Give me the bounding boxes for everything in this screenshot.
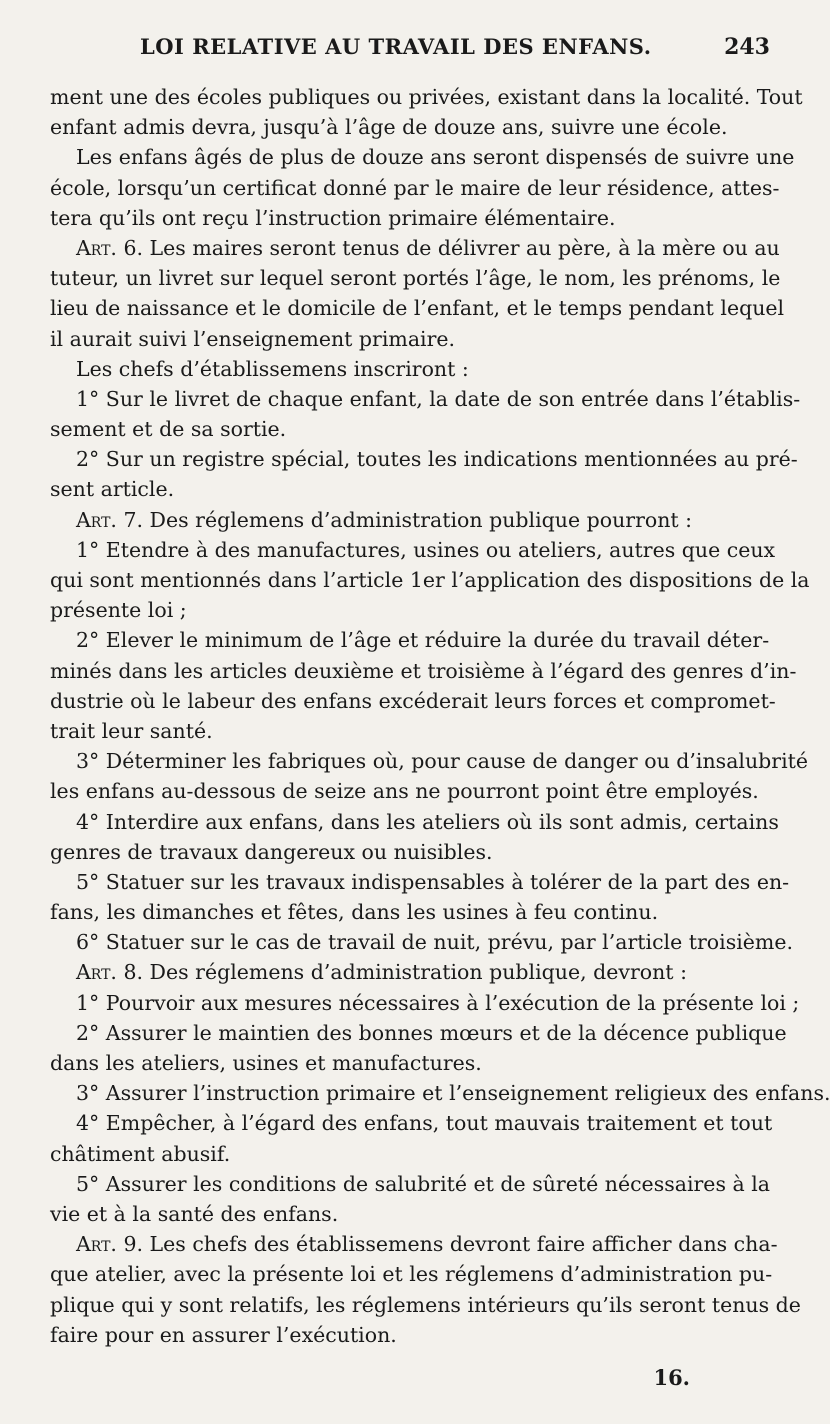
line-text: fans, les dimanches et fêtes, dans les usines à feu continu.	[50, 900, 659, 925]
line-text: tera qu’ils ont reçu l’instruction primaire élémentaire.	[50, 205, 616, 230]
text-line	[50, 1018, 787, 1048]
line-text: Des réglemens d’administration publique, devront :	[143, 960, 687, 985]
text-line	[50, 263, 781, 293]
line-text: école, lorsqu’un certificat donné par le maire de leur résidence, attes-	[50, 175, 780, 200]
text-line	[50, 988, 800, 1018]
text-line	[50, 384, 801, 414]
text-line	[50, 535, 776, 565]
text-line	[50, 897, 750, 927]
line-text: 4° Empêcher, à l’égard des enfans, tout mauvais traitement et tout	[76, 1111, 773, 1136]
line-text: 6° Statuer sur le cas de travail de nuit, prévu, par l’article troisième.	[76, 930, 793, 955]
text-line	[50, 746, 809, 776]
text-line	[50, 1169, 770, 1199]
line-text: 5° Assurer les conditions de salubrité et de sûreté nécessaires à la	[76, 1171, 770, 1196]
article-label: Art. 9.	[76, 1232, 144, 1257]
text-line	[50, 354, 750, 384]
text-line	[50, 474, 750, 504]
text-line	[50, 867, 790, 897]
text-line	[50, 595, 750, 625]
text-line	[50, 656, 797, 686]
page-number: 243	[724, 34, 770, 60]
line-text: qui sont mentionnés dans l’article 1er l’application des dispositions de la	[50, 568, 810, 592]
text-line	[50, 1199, 750, 1229]
text-line	[50, 203, 750, 233]
text-line	[50, 807, 779, 837]
line-text: que atelier, avec la présente loi et les réglemens d’administration pu-	[50, 1262, 773, 1287]
text-line	[50, 233, 780, 263]
line-text: lieu de naissance et le domicile de l’enfant, et le temps pendant lequel	[50, 296, 785, 321]
text-line	[50, 625, 770, 655]
body-text	[50, 82, 830, 1350]
text-line	[50, 414, 750, 444]
text-line	[50, 505, 750, 535]
line-text: 2° Sur un registre spécial, toutes les indications mentionnées au pré-	[76, 447, 798, 472]
text-line	[50, 1048, 750, 1078]
line-text: dustrie où le labeur des enfans excéderait leurs forces et compromet-	[50, 688, 776, 713]
text-line	[50, 1229, 778, 1259]
line-text: vie et à la santé des enfans.	[50, 1201, 339, 1226]
line-text: Les enfans âgés de plus de douze ans seront dispensés de suivre une	[76, 145, 795, 170]
text-line	[50, 293, 785, 323]
text-line	[50, 686, 776, 716]
line-text: enfant admis devra, jusqu’à l’âge de douze ans, suivre une école.	[50, 115, 728, 140]
line-text: tuteur, un livret sur lequel seront portés l’âge, le nom, les prénoms, le	[50, 266, 781, 291]
line-text: Les chefs des établissemens devront faire afficher dans cha-	[143, 1232, 778, 1257]
text-line	[50, 1139, 750, 1169]
line-text: dans les ateliers, usines et manufactures.	[50, 1051, 482, 1075]
line-text: Des réglemens d’administration publique pourront :	[143, 507, 693, 532]
running-header	[140, 34, 770, 60]
text-line	[50, 957, 750, 987]
line-text: plique qui y sont relatifs, les réglemens intérieurs qu’ils seront tenus de	[50, 1292, 801, 1317]
line-text: faire pour en assurer l’exécution.	[50, 1322, 397, 1347]
text-line	[50, 776, 759, 806]
text-line	[50, 82, 803, 112]
line-text: 5° Statuer sur les travaux indispensables à tolérer de la part des en-	[76, 869, 790, 894]
line-text: 1° Sur le livret de chaque enfant, la date de son entrée dans l’établis-	[76, 386, 801, 411]
line-text: ment une des écoles publiques ou privées, existant dans la localité. Tout	[50, 85, 803, 109]
line-text: Les chefs d’établissemens inscriront :	[76, 356, 469, 381]
text-line	[50, 1108, 773, 1138]
line-text: sement et de sa sortie.	[50, 417, 287, 442]
line-text: 2° Assurer le maintien des bonnes mœurs et de la décence publique	[76, 1020, 787, 1045]
text-line	[50, 173, 780, 203]
article-label: Art. 6.	[76, 235, 144, 260]
line-text: châtiment abusif.	[50, 1141, 231, 1166]
text-line	[50, 1290, 801, 1320]
signature-mark: 16.	[653, 1365, 690, 1390]
text-line	[50, 1320, 750, 1350]
line-text: 1° Etendre à des manufactures, usines ou ateliers, autres que ceux	[76, 537, 776, 562]
line-text: 3° Déterminer les fabriques où, pour cause de danger ou d’insalubrité	[76, 749, 809, 774]
text-line	[50, 716, 750, 746]
line-text: 4° Interdire aux enfans, dans les ateliers où ils sont admis, certains	[76, 809, 779, 834]
text-line	[50, 837, 750, 867]
line-text: 3° Assurer l’instruction primaire et l’enseignement religieux des enfans.	[76, 1081, 830, 1106]
text-line	[50, 324, 750, 354]
text-line	[50, 142, 795, 172]
text-line	[50, 1078, 830, 1108]
text-line	[50, 565, 810, 595]
text-line	[50, 112, 750, 142]
line-text: sent article.	[50, 477, 175, 502]
line-text: présente loi ;	[50, 598, 187, 623]
running-title: LOI RELATIVE AU TRAVAIL DES ENFANS.	[140, 34, 652, 59]
article-label: Art. 8.	[76, 960, 144, 985]
line-text: il aurait suivi l’enseignement primaire.	[50, 326, 456, 351]
line-text: les enfans au-dessous de seize ans ne pourront point être employés.	[50, 779, 759, 804]
line-text: trait leur santé.	[50, 718, 213, 743]
text-line	[50, 444, 798, 474]
line-text: 1° Pourvoir aux mesures nécessaires à l’exécution de la présente loi ;	[76, 990, 800, 1015]
line-text: minés dans les articles deuxième et troisième à l’égard des genres d’in-	[50, 658, 797, 683]
line-text: Les maires seront tenus de délivrer au père, à la mère ou au	[143, 235, 780, 260]
text-line	[50, 1259, 773, 1289]
article-label: Art. 7.	[76, 507, 144, 532]
line-text: 2° Elever le minimum de l’âge et réduire la durée du travail déter-	[76, 628, 770, 653]
line-text: genres de travaux dangereux ou nuisibles.	[50, 839, 493, 864]
text-line	[50, 927, 793, 957]
